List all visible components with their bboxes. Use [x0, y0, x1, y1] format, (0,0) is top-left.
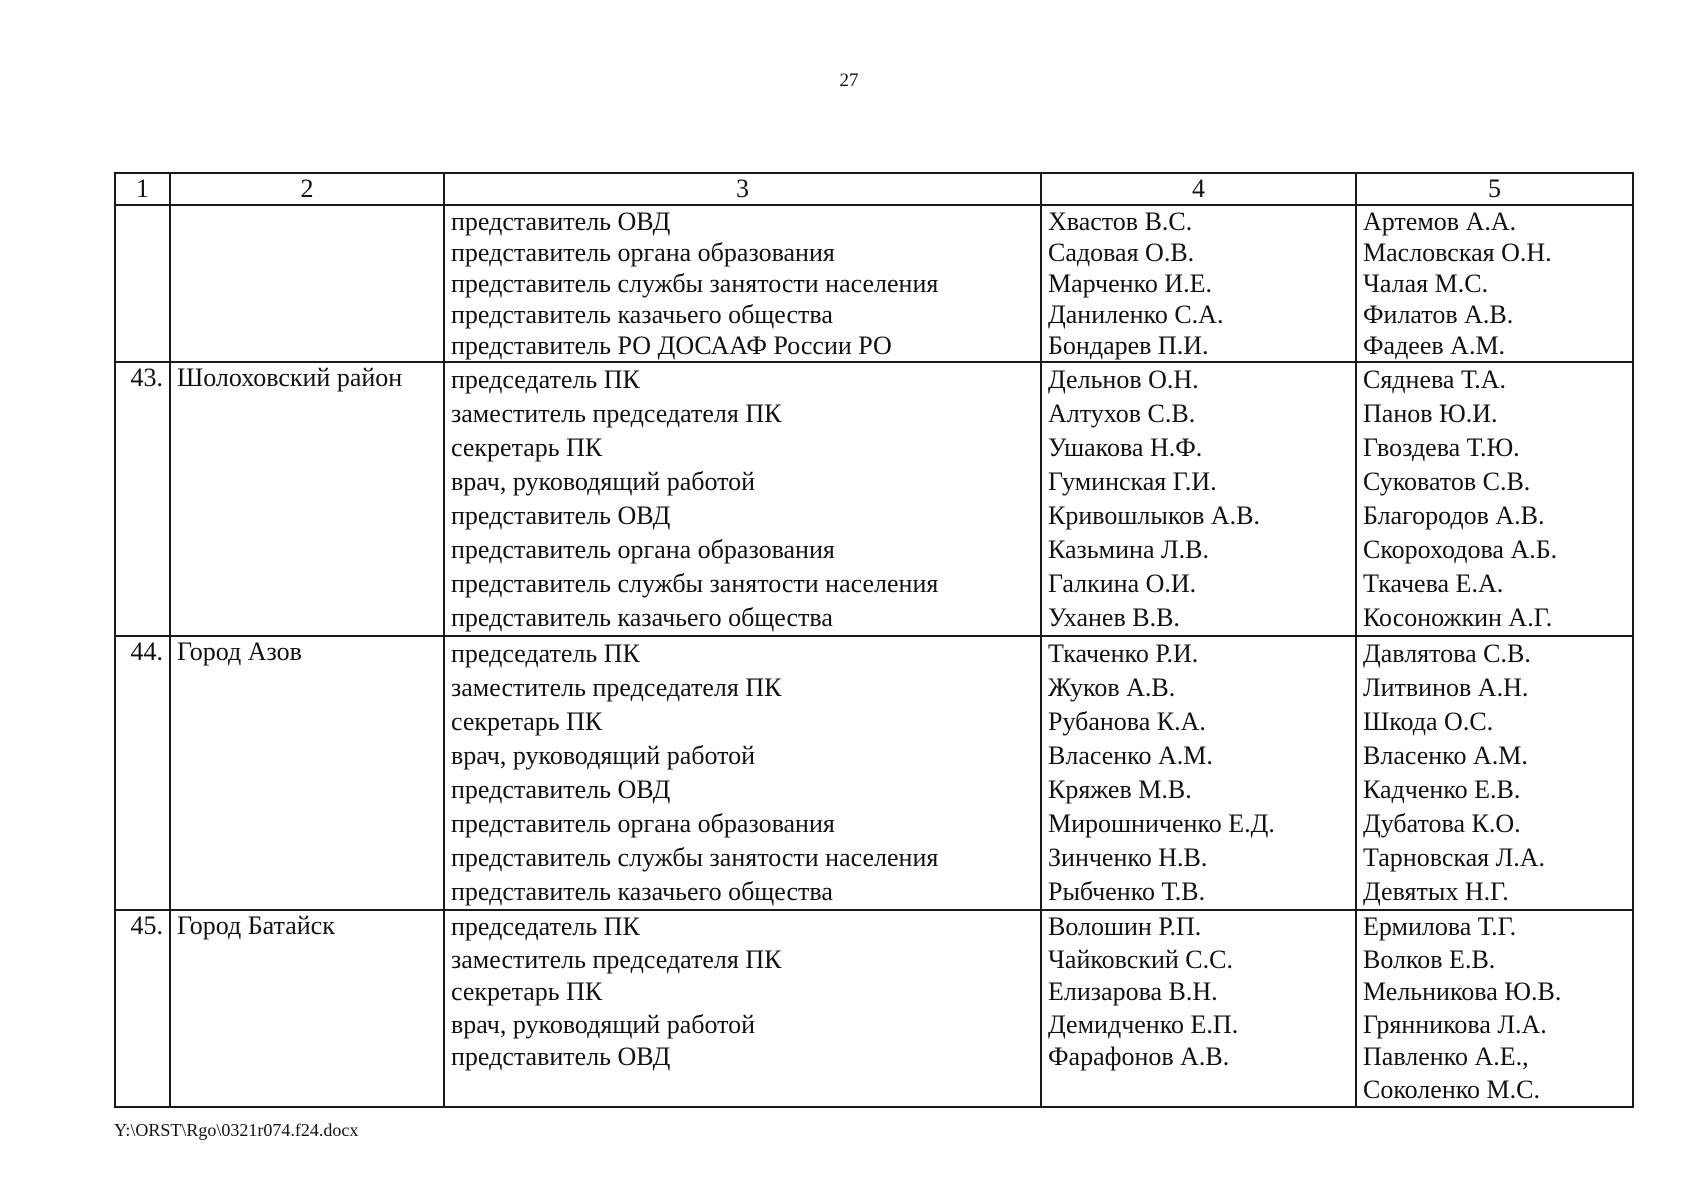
header-row — [115, 173, 1633, 205]
header-col-4: 4 — [1041, 173, 1356, 205]
role-line: врач, руководящий работой — [451, 1009, 756, 1039]
alternate-name: Ткачева Е.А. — [1363, 569, 1504, 598]
alternate-name: Суковатов С.В. — [1363, 467, 1531, 496]
commission-table — [114, 172, 1634, 1108]
header-col-3: 3 — [444, 173, 1041, 205]
role-line: представитель казачьего общества — [451, 300, 833, 329]
role-line: представитель службы занятости населения — [451, 843, 939, 872]
roles-cell — [444, 910, 1041, 1107]
role-line: председатель ПК — [451, 912, 640, 941]
alternate-name: Ермилова Т.Г. — [1363, 912, 1517, 941]
row-number-cell: 45. — [115, 910, 170, 1107]
alternate-name: Давлятова С.В. — [1363, 639, 1531, 668]
role-line: представитель службы занятости населения — [451, 569, 939, 598]
member-name: Казьмина Л.В. — [1048, 535, 1209, 564]
alternates-cell — [1356, 910, 1633, 1107]
roles-cell — [444, 636, 1041, 910]
alternate-name: Павленко А.Е., — [1363, 1042, 1529, 1071]
role-line: представитель казачьего общества — [451, 877, 833, 906]
member-name: Демидченко Е.П. — [1048, 1009, 1239, 1039]
member-name: Ушакова Н.Ф. — [1048, 433, 1203, 462]
alternates-cell — [1356, 362, 1633, 636]
role-line: секретарь ПК — [451, 977, 603, 1006]
alternate-name: Гвоздева Т.Ю. — [1363, 433, 1520, 462]
role-line: председатель ПК — [451, 639, 640, 668]
alternate-name: Девятых Н.Г. — [1363, 877, 1509, 906]
alternate-name: Артемов А.А. — [1363, 207, 1517, 236]
member-name: Даниленко С.А. — [1048, 300, 1224, 329]
alternate-name: Шкода О.С. — [1363, 707, 1494, 736]
row-number-cell — [115, 205, 170, 362]
member-name: Гуминская Г.И. — [1048, 467, 1217, 496]
member-name: Рубанова К.А. — [1048, 707, 1206, 736]
role-line: секретарь ПК — [451, 707, 603, 736]
alternate-name: Масловская О.Н. — [1363, 238, 1552, 267]
members-cell — [1041, 636, 1356, 910]
member-name: Елизарова В.Н. — [1048, 977, 1218, 1006]
alternate-name: Сяднева Т.А. — [1363, 365, 1507, 394]
role-line: представитель органа образования — [451, 238, 835, 267]
role-line: секретарь ПК — [451, 433, 603, 462]
header-col-1: 1 — [115, 173, 170, 205]
role-line: представитель ОВД — [451, 207, 671, 236]
role-line: представитель службы занятости населения — [451, 269, 939, 298]
alternates-cell — [1356, 636, 1633, 910]
table-row-continuation — [115, 205, 1633, 362]
member-name: Дельнов О.Н. — [1048, 365, 1199, 394]
footer-file-path: Y:\ORST\Rgo\0321r074.f24.docx — [114, 1120, 359, 1140]
role-line: врач, руководящий работой — [451, 467, 756, 496]
table-row-group-44 — [115, 636, 1633, 910]
header-col-5: 5 — [1356, 173, 1633, 205]
member-name: Садовая О.В. — [1048, 238, 1195, 267]
alternate-name: Филатов А.В. — [1363, 300, 1514, 329]
role-line: представитель ОВД — [451, 1042, 671, 1071]
member-name: Алтухов С.В. — [1048, 399, 1196, 428]
alternate-name: Кадченко Е.В. — [1363, 775, 1521, 804]
role-line: врач, руководящий работой — [451, 741, 756, 770]
member-name: Галкина О.И. — [1048, 569, 1197, 598]
member-name: Мирошниченко Е.Д. — [1048, 809, 1275, 838]
alternate-name: Власенко А.М. — [1363, 741, 1528, 770]
role-line: председатель ПК — [451, 365, 640, 394]
table-row-group-43 — [115, 362, 1633, 636]
members-cell — [1041, 362, 1356, 636]
member-name: Фарафонов А.В. — [1048, 1042, 1230, 1071]
member-name: Власенко А.М. — [1048, 741, 1213, 770]
member-name: Жуков А.В. — [1048, 673, 1176, 702]
district-cell: Город Батайск — [170, 910, 444, 1107]
alternate-name: Скороходова А.Б. — [1363, 535, 1558, 564]
header-col-2: 2 — [170, 173, 444, 205]
alternate-name: Тарновская Л.А. — [1363, 843, 1545, 872]
row-number-cell: 44. — [115, 636, 170, 910]
alternate-name: Волков Е.В. — [1363, 944, 1496, 974]
alternate-name: Соколенко М.С. — [1363, 1074, 1541, 1104]
roles-cell — [444, 205, 1041, 362]
district-cell: Шолоховский район — [170, 362, 444, 636]
alternate-name: Дубатова К.О. — [1363, 809, 1521, 838]
district-cell — [170, 205, 444, 362]
role-line: представитель ОВД — [451, 775, 671, 804]
alternate-name: Грянникова Л.А. — [1363, 1009, 1547, 1039]
district-cell: Город Азов — [170, 636, 444, 910]
member-name: Кривошлыков А.В. — [1048, 501, 1261, 530]
member-name: Хвастов В.С. — [1048, 207, 1193, 236]
alternate-name: Литвинов А.Н. — [1363, 673, 1529, 702]
role-line: представитель органа образования — [451, 809, 835, 838]
alternate-name: Благородов А.В. — [1363, 501, 1545, 530]
members-cell — [1041, 910, 1356, 1107]
page-number: 27 — [839, 70, 859, 91]
member-name: Рыбченко Т.В. — [1048, 877, 1206, 906]
member-name: Чайковский С.С. — [1048, 944, 1233, 974]
row-number-cell: 43. — [115, 362, 170, 636]
role-line: представитель ОВД — [451, 501, 671, 530]
role-line: заместитель председателя ПК — [451, 944, 782, 974]
member-name: Зинченко Н.В. — [1048, 843, 1208, 872]
roles-cell — [444, 362, 1041, 636]
alternate-name: Чалая М.С. — [1363, 269, 1489, 298]
role-line: представитель казачьего общества — [451, 603, 833, 632]
table-row-group-45 — [115, 910, 1633, 1107]
role-line: заместитель председателя ПК — [451, 673, 782, 702]
role-line: представитель органа образования — [451, 535, 835, 564]
member-name: Ткаченко Р.И. — [1048, 639, 1199, 668]
role-line: заместитель председателя ПК — [451, 399, 782, 428]
alternate-name: Панов Ю.И. — [1363, 399, 1498, 428]
alternate-name: Мельникова Ю.В. — [1363, 977, 1562, 1006]
member-name: Волошин Р.П. — [1048, 912, 1202, 941]
member-name: Бондарев П.И. — [1048, 331, 1209, 360]
member-name: Уханев В.В. — [1048, 603, 1180, 632]
member-name: Марченко И.Е. — [1048, 269, 1213, 298]
members-cell — [1041, 205, 1356, 362]
alternates-cell — [1356, 205, 1633, 362]
role-line: представитель РО ДОСААФ России РО — [451, 331, 892, 360]
member-name: Кряжев М.В. — [1048, 775, 1192, 804]
alternate-name: Косоножкин А.Г. — [1363, 603, 1553, 632]
alternate-name: Фадеев А.М. — [1363, 331, 1506, 360]
